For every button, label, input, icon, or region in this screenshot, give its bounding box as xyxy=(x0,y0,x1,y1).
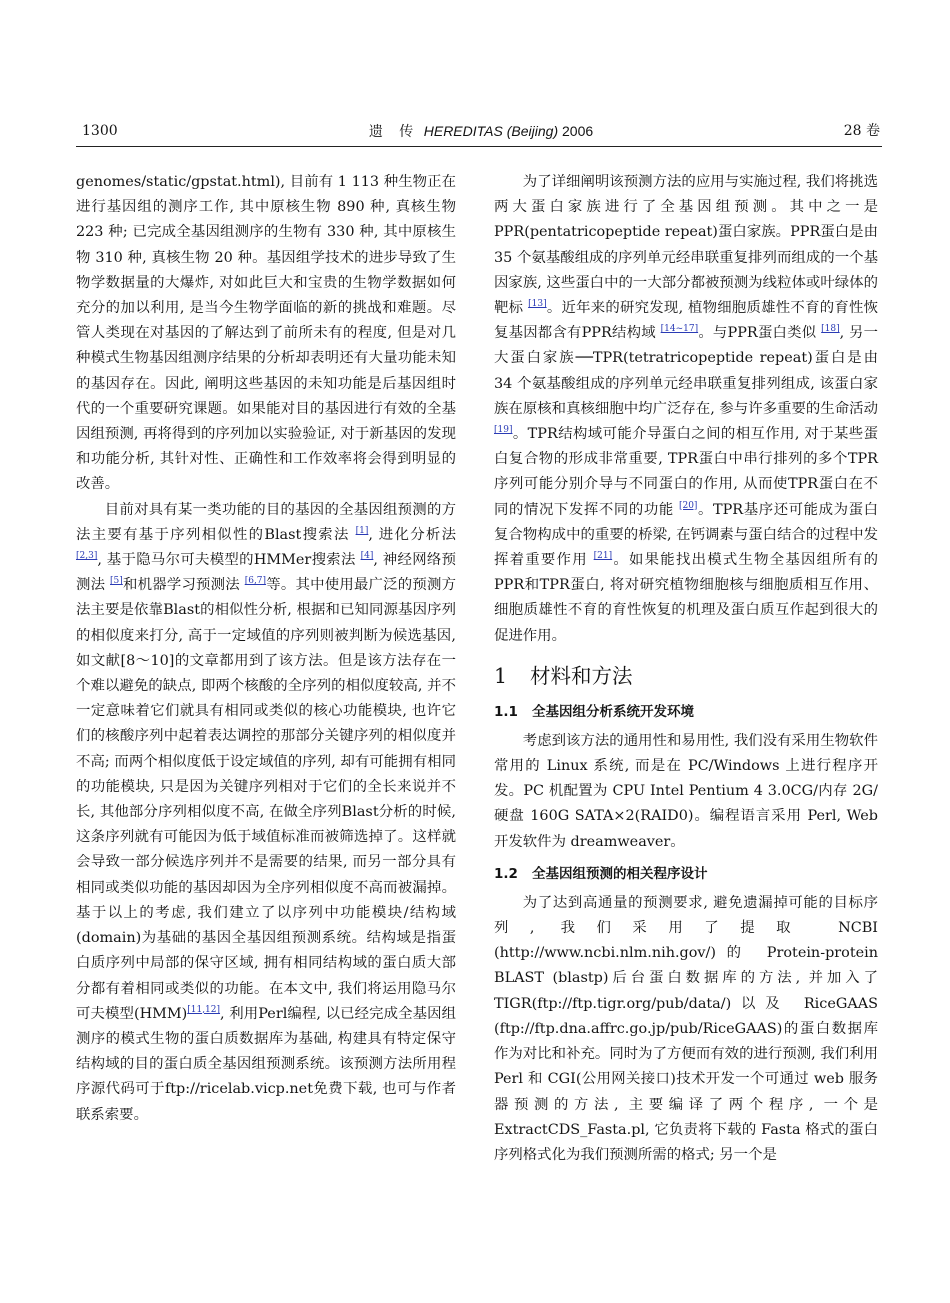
running-header xyxy=(82,120,880,142)
subsection-heading xyxy=(494,861,878,887)
journal-year: 2006 xyxy=(562,123,594,139)
citation-link[interactable]: [1] xyxy=(355,526,369,537)
volume-number: 28 卷 xyxy=(843,123,880,139)
citation-link[interactable]: [4] xyxy=(360,551,374,562)
section-title: 材料和方法 xyxy=(530,663,633,688)
citation-link[interactable]: [14~17] xyxy=(660,324,699,335)
subsection-number: 1.2 xyxy=(494,865,518,882)
citation-link[interactable]: [5] xyxy=(110,576,123,587)
subsection-number: 1.1 xyxy=(494,703,518,720)
section-heading xyxy=(494,661,878,691)
subsection-title: 全基因组预测的相关程序设计 xyxy=(532,865,708,882)
citation-link[interactable]: [20] xyxy=(678,500,698,511)
citation-link[interactable]: [13] xyxy=(528,299,547,310)
journal-title xyxy=(82,120,880,143)
page-number: 1300 xyxy=(82,123,118,139)
paragraph-ppr-tpr: 为了详细阐明该预测方法的应用与实施过程, 我们将挑选两大蛋白家族进行了全基因组预测。其中之一是PPR(pentatricopeptide repeat)蛋白家族。PPR蛋白是由 35 个氨基酸组成的序列单元经串联重复排列而组成的一个基因家族, 这些蛋白中的一大部分都被预测为线粒体或叶绿体的靶标 [13]。近年来的研究发现, 植物细胞质雄性不育的育性恢复基因都含有PPR结构域 [14~17]。与PPR蛋白类似 [18], 另一大蛋白家族──TPR(tetratricopeptide repeat)蛋白是由 34 个氨基酸组成的序列单元经串联重复排列组成, 该蛋白家族在原核和真核细胞中均广泛存在, 参与许多重要的生命活动 [19]。TPR结构域可能介导蛋白之间的相互作用, 对于某些蛋白复合物的形成非常重要, TPR蛋白中串行排列的多个TPR序列可能分别介导与不同蛋白的作用, 从而使TPR蛋白在不同的情况下发挥不同的功能 [20]。TPR基序还可能成为蛋白复合物构成中的重要的桥梁, 在钙调素与蛋白结合的过程中发挥着重要作用 [21]。如果能找出模式生物全基因组所有的PPR和TPR蛋白, 将对研究植物细胞核与细胞质相互作用、细胞质雄性不育的育性恢复的机理及蛋白质互作起到很大的促进作用。 xyxy=(494,174,879,644)
journal-name-en: HEREDITAS (Beijing) 2006 xyxy=(423,123,594,139)
citation-link[interactable]: [18] xyxy=(821,324,840,335)
citation-link[interactable]: [19] xyxy=(494,425,513,436)
citation-link[interactable]: [6,7] xyxy=(244,576,267,587)
citation-link[interactable]: [21] xyxy=(593,551,613,562)
subsection-title: 全基因组分析系统开发环境 xyxy=(532,703,694,720)
subsection-heading xyxy=(494,699,878,725)
section-number: 1 xyxy=(494,663,508,688)
citation-link[interactable]: [2,3] xyxy=(76,551,98,562)
header-rule xyxy=(76,146,882,147)
paragraph-prediction-methods: 目前对具有某一类功能的目的基因的全基因组预测的方法主要有基于序列相似性的Blast搜索法 [1], 进化分析法 [2,3], 基于隐马尔可夫模型的HMMer搜索法 [4], 神经网络预测法 [5]和机器学习预测法 [6,7]等。其中使用最广泛的预测方法主要是依靠Blast的相似性分析, 根据和已知同源基因序列的相似度来打分, 高于一定域值的序列则被判断为候选基因, 如文献[8～10]的文章都用到了该方法。但是该方法存在一个难以避免的缺点, 即两个核酸的全序列的相似度较高, 并不一定意味着它们就具有相同或类似的核心功能模块, 也许它们的核酸序列中起着表达调控的那部分关键序列的相似度并不高; 而两个相似度低于设定域值的序列, 却有可能拥有相同的功能模块, 只是因为关键序列相对于它们的全长来说并不长, 其他部分序列相似度不高, 在做全序列Blast分析的时候, 这条序列就有可能因为低于域值标准而被筛选掉了。这样就会导致一部分候选序列并不是需要的结果, 而另一部分具有相同或类似功能的基因却因为全序列相似度不高而被漏掉。基于以上的考虑, 我们建立了以序列中功能模块/结构域(domain)为基础的基因全基因组预测系统。结构域是指蛋白质序列中局部的保守区域, 拥有相同结构域的蛋白质大部分都有着相同或类似的功能。在本文中, 我们将运用隐马尔可夫模型(HMM)[11,12], 利用Perl编程, 以已经完成全基因组测序的模式生物的蛋白质数据库为基础, 构建具有特定保守结构域的目的蛋白质全基因组预测系统。该预测方法所用程序源代码可于ftp://ricelab.vicp.net免费下载, 也可与作者联系索要。 xyxy=(76,501,457,1123)
paragraph-genome-stats: genomes/static/gpstat.html), 目前有 1 113 种生物正在进行基因组的测序工作, 其中原核生物 890 种, 真核生物 223 种; 已完成全基因组测序的生物有 330 种, 其中原核生物 310 种, 真核生物 20 种。基因组学技术的进步导致了生物学数据量的大爆炸, 对如此巨大和宝贵的生物学数据如何充分的加以利用, 是当今生物学面临的新的挑战和难题。尽管人类现在对基因的了解达到了前所未有的程度, 但是对几种模式生物基因组测序结果的分析却表明还有大量功能未知的基因存在。因此, 阐明这些基因的未知功能是后基因组时代的一个重要研究课题。如果能对目的基因进行有效的全基因组预测, 再将得到的序列加以实验验证, 对于新基因的发现和功能分析, 其针对性、正确性和工作效率将会得到明显的改善。 xyxy=(76,174,456,493)
right-column xyxy=(494,170,878,1168)
citation-link[interactable]: [11,12] xyxy=(187,1004,221,1015)
paragraph-program-design: 为了达到高通量的预测要求, 避免遗漏掉可能的目标序列, 我们采用了提取 NCBI (http://www.ncbi.nlm.nih.gov/)的 Protein-protein BLAST (blastp)后台蛋白数据库的方法, 并加入了 TIGR(ftp://ftp.tigr.org/pub/data/)以及 RiceGAAS (ftp://ftp.dna.affrc.go.jp/pub/RiceGAAS)的蛋白数据库作为对比和补充。同时为了方便而有效的进行预测, 我们利用 Perl 和 CGI(公用网关接口)技术开发一个可通过 web 服务器预测的方法, 主要编译了两个程序, 一个是 ExtractCDS_Fasta.pl, 它负责将下载的 Fasta 格式的蛋白序列格式化为我们预测所需的格式; 另一个是 xyxy=(494,894,878,1163)
left-column xyxy=(76,170,456,1128)
paragraph-dev-environment: 考虑到该方法的通用性和易用性, 我们没有采用生物软件常用的 Linux 系统, 而是在 PC/Windows 上进行程序开发。PC 机配置为 CPU Intel Pentium 4 3.0CG/内存 2G/硬盘 160G SATA×2(RAID0)。编程语言采用 Perl, Web 开发软件为 dreamweaver。 xyxy=(494,732,878,850)
journal-city: Beijing xyxy=(511,123,554,139)
journal-name-cn: 遗 传 xyxy=(368,124,420,140)
